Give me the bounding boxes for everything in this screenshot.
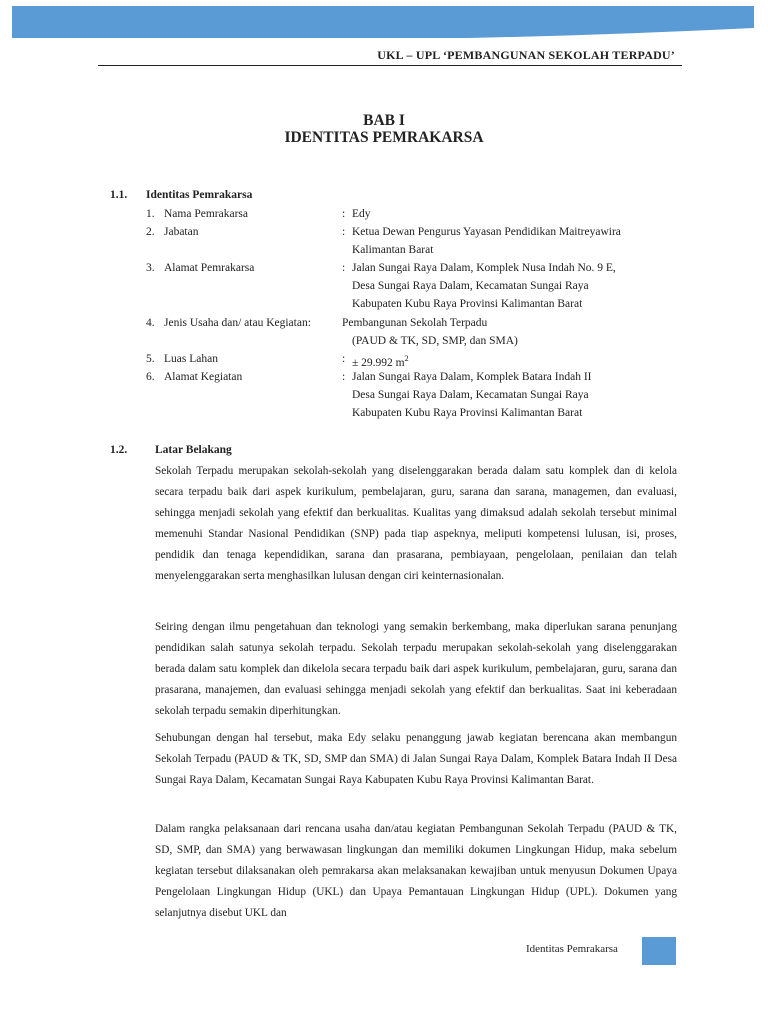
item-label: Jenis Usaha dan/ atau Kegiatan: bbox=[164, 317, 311, 329]
item-separator: : bbox=[342, 262, 346, 274]
item-number: 3. bbox=[146, 262, 155, 274]
area-value: ± 29.992 m bbox=[352, 356, 405, 369]
section-title: Identitas Pemrakarsa bbox=[146, 189, 253, 201]
item-label: Luas Lahan bbox=[164, 353, 218, 365]
item-value: Kalimantan Barat bbox=[352, 244, 434, 256]
item-value: Desa Sungai Raya Dalam, Kecamatan Sungai Raya bbox=[352, 280, 589, 292]
chapter-number: BAB I bbox=[363, 112, 405, 129]
item-separator: : bbox=[342, 371, 346, 383]
item-separator: : bbox=[342, 208, 346, 220]
header-title: UKL – UPL ‘PEMBANGUNAN SEKOLAH TERPADU’ bbox=[377, 48, 675, 62]
item-value: Kabupaten Kubu Raya Provinsi Kalimantan Barat bbox=[352, 407, 583, 419]
footer-label: Identitas Pemrakarsa bbox=[526, 943, 618, 955]
item-separator: : bbox=[342, 353, 346, 365]
item-separator: : bbox=[342, 226, 346, 238]
page-number-box bbox=[642, 937, 676, 965]
item-value: Pembangunan Sekolah Terpadu bbox=[342, 317, 488, 329]
item-value: Jalan Sungai Raya Dalam, Komplek Nusa Indah No. 9 E, bbox=[352, 262, 616, 274]
section-number: 1.1. bbox=[110, 189, 128, 201]
header-decoration-band bbox=[12, 6, 754, 38]
item-number: 4. bbox=[146, 317, 155, 329]
area-unit-superscript: 2 bbox=[404, 354, 409, 363]
item-value: Kabupaten Kubu Raya Provinsi Kalimantan Barat bbox=[352, 298, 583, 310]
item-number: 6. bbox=[146, 371, 155, 383]
body-paragraph: Dalam rangka pelaksanaan dari rencana usaha dan/atau kegiatan Pembangunan Sekolah Terpadu (PAUD & TK, SD, SMP, dan SMA) yang berwawasan lingkungan dan memiliki dokumen Lingkungan Hidup, maka sebelum kegiatan tersebut dilaksanakan oleh pemrakarsa akan melaksanakan kewajiban untuk menyusun Dokumen Upaya Pengelolaan Lingkungan Hidup (UKL) dan Upaya Pemantauan Lingkungan Hidup (UPL). Dokumen yang selanjutnya disebut UKL dan bbox=[155, 823, 677, 919]
item-value: Desa Sungai Raya Dalam, Kecamatan Sungai Raya bbox=[352, 389, 589, 401]
chapter-title: IDENTITAS PEMRAKARSA bbox=[284, 129, 484, 146]
item-label: Alamat Pemrakarsa bbox=[164, 262, 255, 274]
item-number: 1. bbox=[146, 208, 155, 220]
body-paragraph: Seiring dengan ilmu pengetahuan dan teknologi yang semakin berkembang, maka diperlukan sarana penunjang pendidikan salah satunya sekolah terpadu. Sekolah terpadu merupakan sekolah-sekolah yang diselenggarakan berada dalam satu komplek dan dikelola secara terpadu baik dari aspek kurikulum, pembelajaran, guru, sarana dan prasarana, manajemen, dan evaluasi sehingga menjadi sekolah yang efektif dan berkualitas. Saat ini keberadaan sekolah terpadu semakin diperhitungkan. bbox=[155, 621, 677, 717]
item-label: Nama Pemrakarsa bbox=[164, 208, 248, 220]
item-number: 2. bbox=[146, 226, 155, 238]
item-value: Edy bbox=[352, 208, 371, 220]
item-number: 5. bbox=[146, 353, 155, 365]
item-value: Ketua Dewan Pengurus Yayasan Pendidikan Maitreyawira bbox=[352, 226, 621, 238]
section-number: 1.2. bbox=[110, 444, 128, 456]
header-divider bbox=[98, 65, 682, 66]
item-value: (PAUD & TK, SD, SMP, dan SMA) bbox=[352, 335, 518, 347]
item-label: Jabatan bbox=[164, 226, 199, 238]
body-paragraph: Sehubungan dengan hal tersebut, maka Edy selaku penanggung jawab kegiatan berencana akan membangun Sekolah Terpadu (PAUD & TK, SD, SMP dan SMA) di Jalan Sungai Raya Dalam, Komplek Batara Indah II Desa Sungai Raya Dalam, Kecamatan Sungai Raya Kabupaten Kubu Raya Provinsi Kalimantan Barat. bbox=[155, 732, 677, 786]
item-label: Alamat Kegiatan bbox=[164, 371, 243, 383]
item-value: Jalan Sungai Raya Dalam, Komplek Batara Indah II bbox=[352, 371, 592, 383]
section-title: Latar Belakang bbox=[155, 444, 232, 456]
body-paragraph: Sekolah Terpadu merupakan sekolah-sekolah yang diselenggarakan berada dalam satu komplek dan di kelola secara terpadu baik dari aspek kurikulum, pembelajaran, guru, sarana dan sarana, managemen, dan evaluasi, sehingga menjadi sekolah yang efektif dan berkualitas. Kualitas yang dimaksud adalah sekolah tersebut minimal memenuhi Standar Nasional Pendidikan (SNP) pada tiap aspeknya, meliputi kompetensi lulusan, isi, proses, pendidik dan tenaga kependidikan, sarana dan prasarana, pembiayaan, pengelolaan, penilaian dan telah menyelenggarakan serta menghasilkan lulusan dengan ciri keinternasionalan. bbox=[155, 465, 677, 582]
